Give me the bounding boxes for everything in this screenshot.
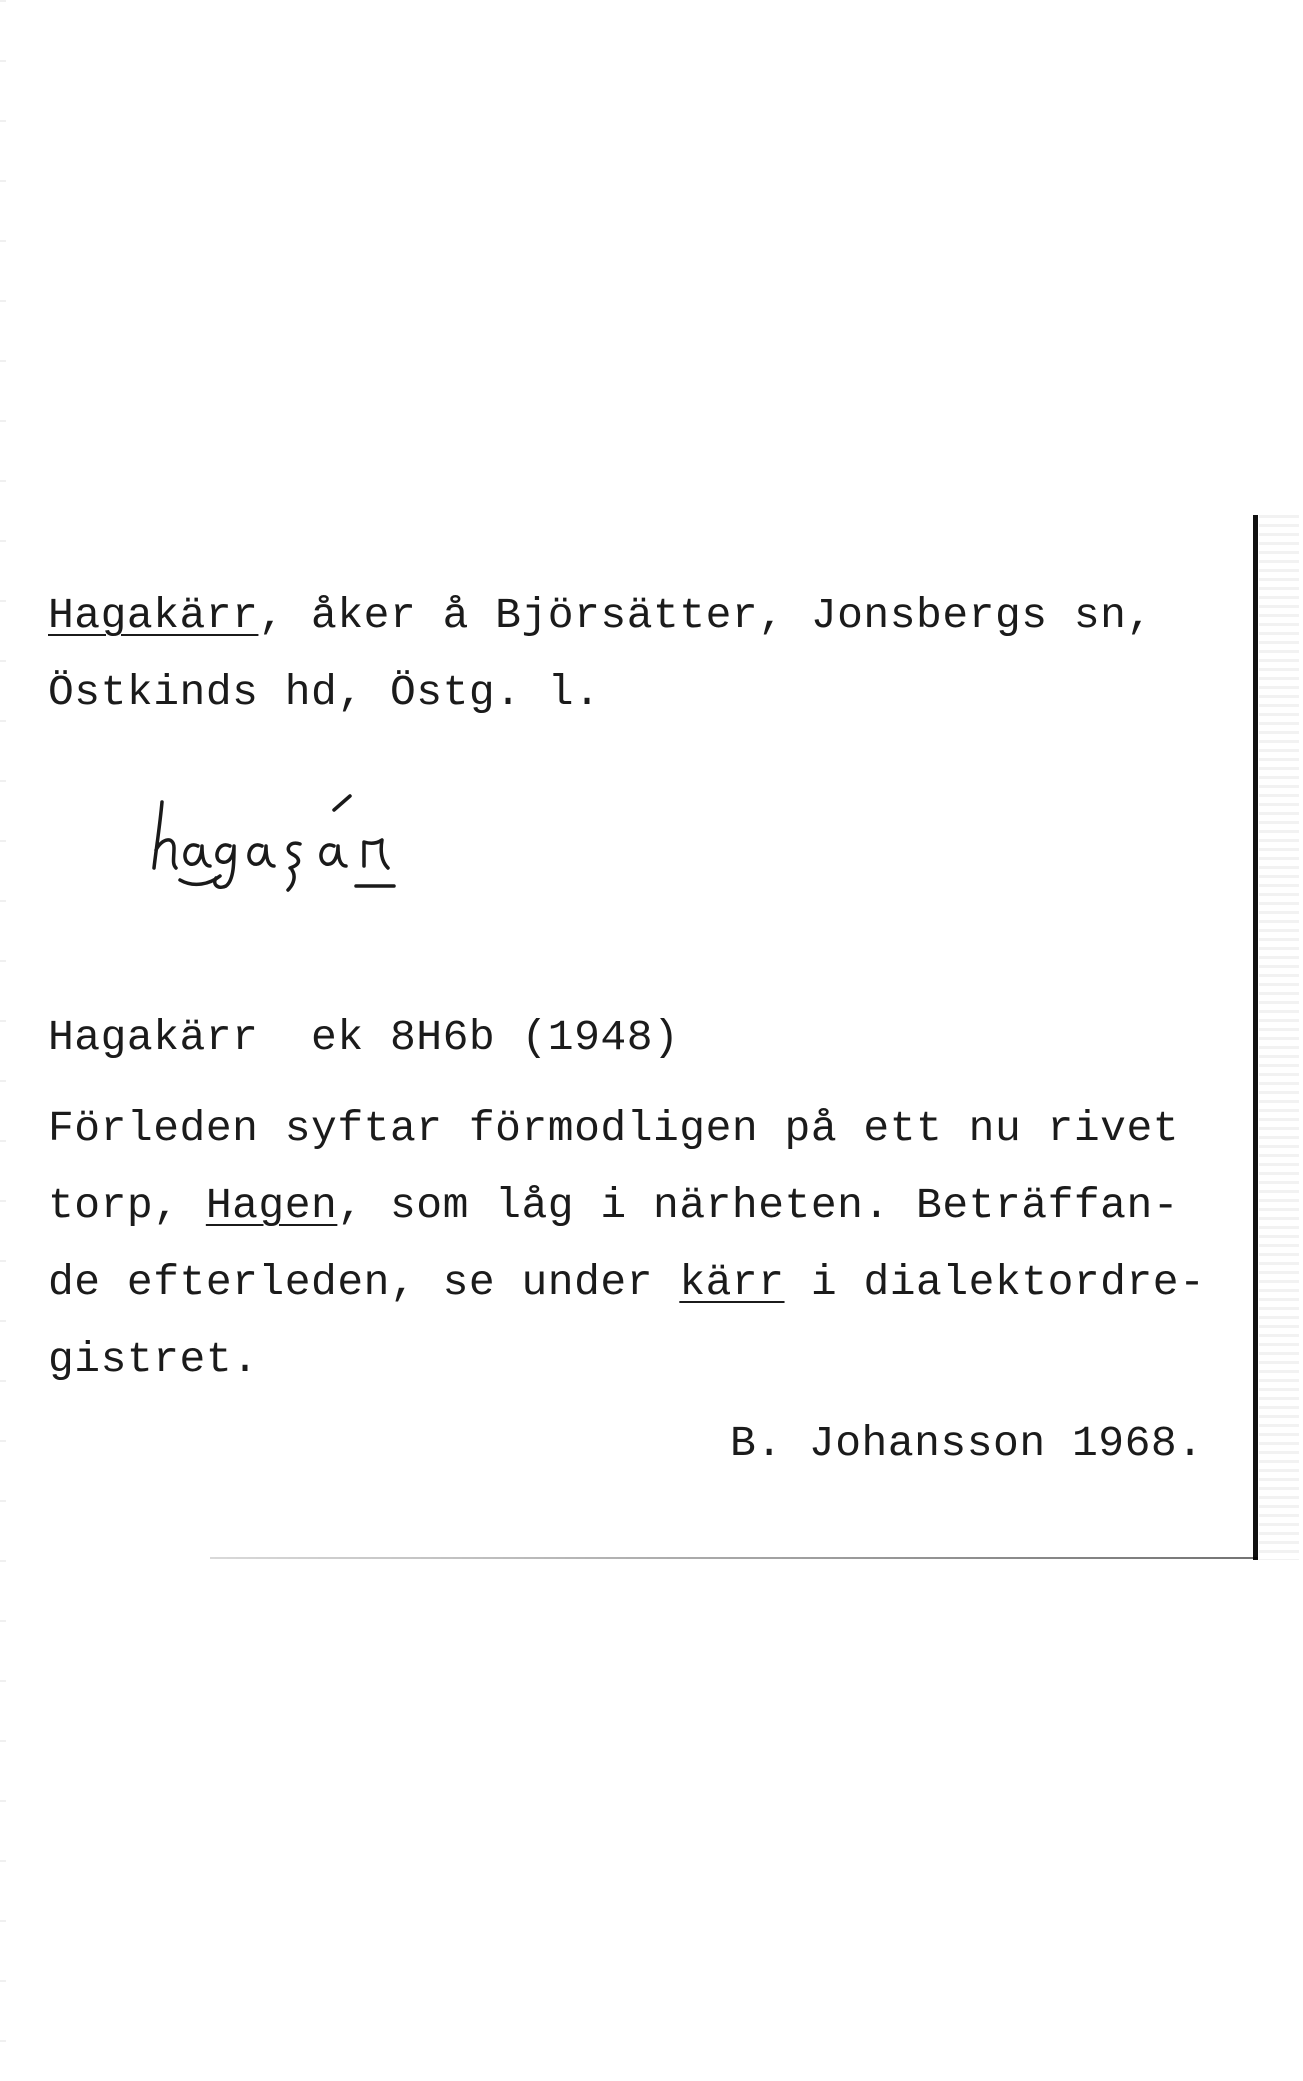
body-line-3-pre: de efterleden, se under bbox=[48, 1258, 680, 1307]
body-line-2-post: , som låg i närheten. Beträffan- bbox=[337, 1181, 1180, 1230]
header-line-2: Östkinds hd, Östg. l. bbox=[48, 668, 601, 717]
handwritten-pronunciation-drawing bbox=[150, 780, 450, 900]
placename: Hagakärr bbox=[48, 591, 259, 640]
pronunciation-handwriting bbox=[150, 780, 450, 900]
reference-spacer bbox=[258, 1013, 311, 1062]
card-right-edge-shadow bbox=[1259, 515, 1299, 1560]
body-line-3-post: i dialektordre- bbox=[784, 1258, 1206, 1307]
reference-name: Hagakärr bbox=[48, 1013, 259, 1062]
body-line-1: Förleden syftar förmodligen på ett nu rivet bbox=[48, 1104, 1180, 1153]
reference-code: ek 8H6b (1948) bbox=[311, 1013, 680, 1062]
body-line-2-pre: torp, bbox=[48, 1181, 206, 1230]
body-line-3 bbox=[48, 1257, 1205, 1309]
signature: B. Johansson 1968. bbox=[730, 1419, 1204, 1468]
header-line-1 bbox=[48, 590, 1153, 642]
header-rest: , åker å Björsätter, Jonsbergs sn, bbox=[258, 591, 1153, 640]
reference-line bbox=[48, 1012, 679, 1064]
body-line-2 bbox=[48, 1180, 1179, 1232]
body-line-4: gistret. bbox=[48, 1335, 259, 1384]
crossref-karr: kärr bbox=[679, 1258, 785, 1307]
crossref-hagen: Hagen bbox=[205, 1181, 338, 1230]
card-bottom-edge bbox=[210, 1557, 1258, 1559]
card-right-edge bbox=[1253, 515, 1258, 1560]
scan-edge bbox=[0, 0, 6, 2081]
